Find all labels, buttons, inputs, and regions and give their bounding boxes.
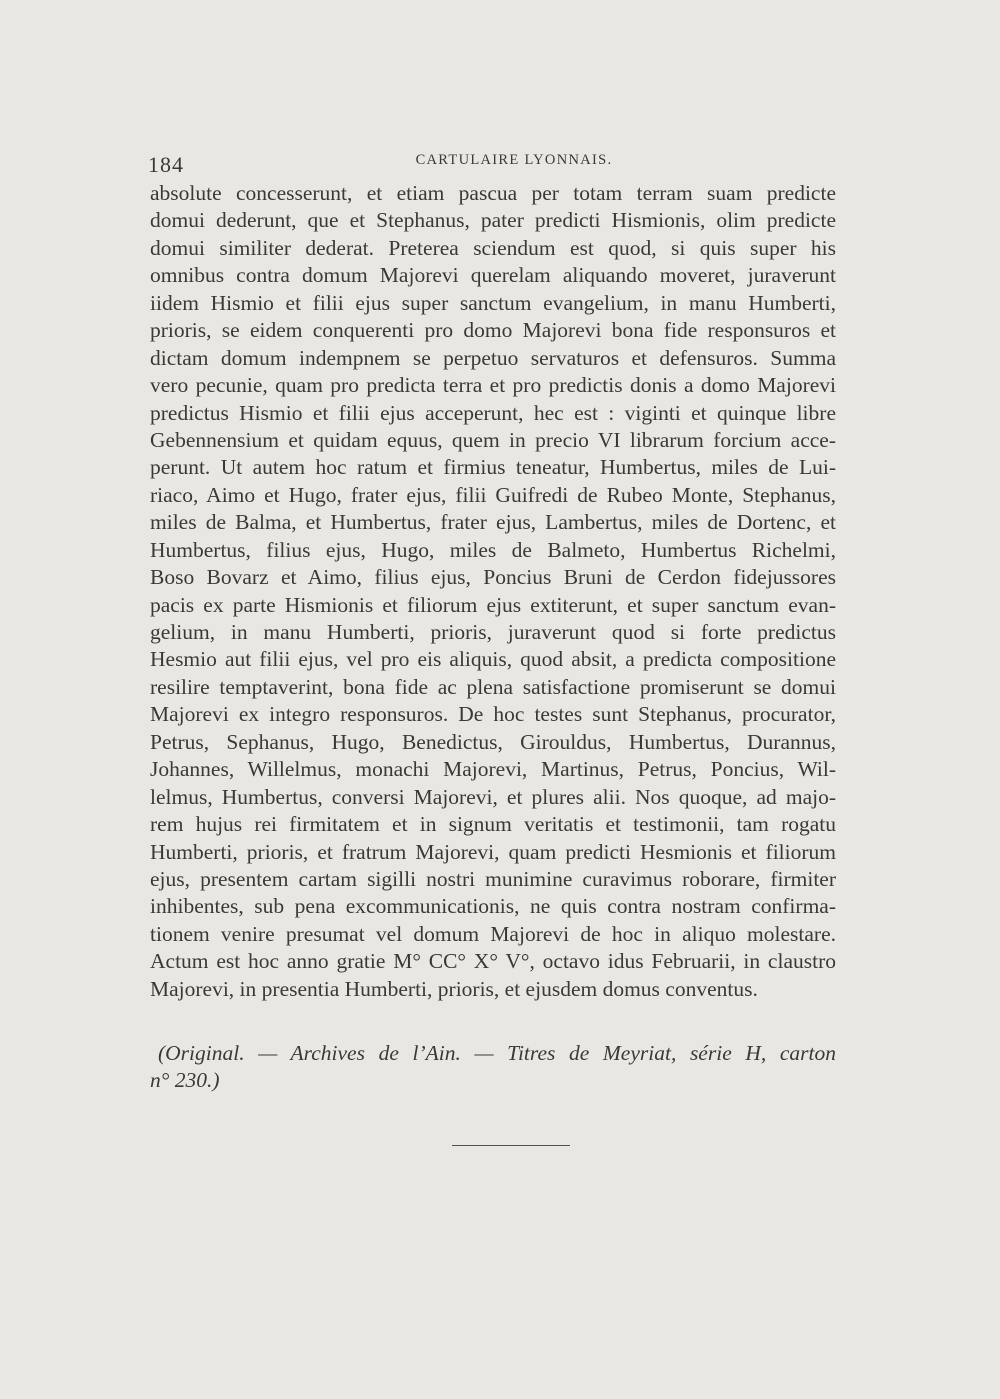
text-line: Johannes, Willelmus, monachi Majorevi, Martinus, Petrus, Poncius, Wil- (150, 757, 836, 782)
text-line: riaco, Aimo et Hugo, frater ejus, filii Guifredi de Rubeo Monte, Stephanus, (150, 482, 836, 507)
text-line: omnibus contra domum Majorevi querelam aliquando moveret, juraverunt (150, 263, 836, 288)
page-number: 184 (148, 152, 184, 177)
text-line: Hesmio aut filii ejus, vel pro eis aliquis, quod absit, a predicta compositione (150, 647, 836, 672)
text-line: domui similiter dederat. Preterea sciendum est quod, si quis super his (150, 235, 836, 260)
text-line: Boso Bovarz et Aimo, filius ejus, Poncius Bruni de Cerdon fidejussores (150, 565, 836, 590)
text-line: pacis ex parte Hismionis et filiorum ejus extiterunt, et super sanctum evan- (150, 592, 836, 617)
text-line: Actum est hoc anno gratie M° CC° X° V°, octavo idus Februarii, in claustro (150, 949, 836, 974)
text-line: tionem venire presumat vel domum Majorevi de hoc in aliquo molestare. (150, 921, 836, 946)
text-line: dictam domum indempnem se perpetuo servaturos et defensuros. Summa (150, 345, 836, 370)
section-divider (452, 1145, 570, 1146)
text-line: perunt. Ut autem hoc ratum et firmius teneatur, Humbertus, miles de Lui- (150, 455, 836, 480)
text-line: Gebennensium et quidam equus, quem in precio VI librarum forcium acce- (150, 427, 836, 452)
text-line: gelium, in manu Humberti, prioris, juraverunt quod si forte predictus (150, 620, 836, 644)
text-line: Petrus, Sephanus, Hugo, Benedictus, Girouldus, Humbertus, Durannus, (150, 729, 836, 754)
text-line: Humberti, prioris, et fratrum Majorevi, quam predicti Hesmionis et filiorum (150, 839, 836, 864)
text-line: rem hujus rei firmitatem et in signum veritatis et testimonii, tam rogatu (150, 812, 836, 837)
text-line: vero pecunie, quam pro predicta terra et pro predictis donis a domo Majorevi (150, 373, 836, 398)
text-line: miles de Balma, et Humbertus, frater ejus, Lambertus, miles de Dortenc, et (150, 510, 836, 535)
text-line: Humbertus, filius ejus, Hugo, miles de Balmeto, Humbertus Richelmi, (150, 537, 836, 562)
text-line: predictus Hismio et filii ejus acceperunt, hec est : viginti et quinque libre (150, 400, 836, 425)
text-line: Majorevi, in presentia Humberti, prioris, et ejusdem domus conventus. (150, 976, 758, 1001)
text-line: absolute concesserunt, et etiam pascua per totam terram suam predicte (150, 181, 836, 205)
body-text (150, 180, 836, 1003)
text-line: prioris, se eidem conquerenti pro domo Majorevi bona fide responsuros et (150, 318, 836, 343)
citation-line: n° 230.) (150, 1068, 220, 1093)
citation-line: (Original. — Archives de l’Ain. — Titres de Meyriat, série H, carton (158, 1041, 836, 1065)
running-header: CARTULAIRE LYONNAIS. (415, 152, 613, 168)
source-citation (150, 1040, 836, 1095)
text-line: ejus, presentem cartam sigilli nostri munimine curavimus roborare, firmiter (150, 866, 836, 891)
text-line: Majorevi ex integro responsuros. De hoc testes sunt Stephanus, procurator, (150, 702, 836, 727)
text-line: lelmus, Humbertus, conversi Majorevi, et plures alii. Nos quoque, ad majo- (150, 784, 836, 809)
text-line: resilire temptaverint, bona fide ac plena satisfactione promiserunt se domui (150, 674, 836, 699)
text-line: domui dederunt, que et Stephanus, pater predicti Hismionis, olim predicte (150, 208, 836, 233)
text-line: iidem Hismio et filii ejus super sanctum evangelium, in manu Humberti, (150, 290, 836, 315)
text-line: inhibentes, sub pena excommunicationis, ne quis contra nostram confirma- (150, 894, 836, 919)
